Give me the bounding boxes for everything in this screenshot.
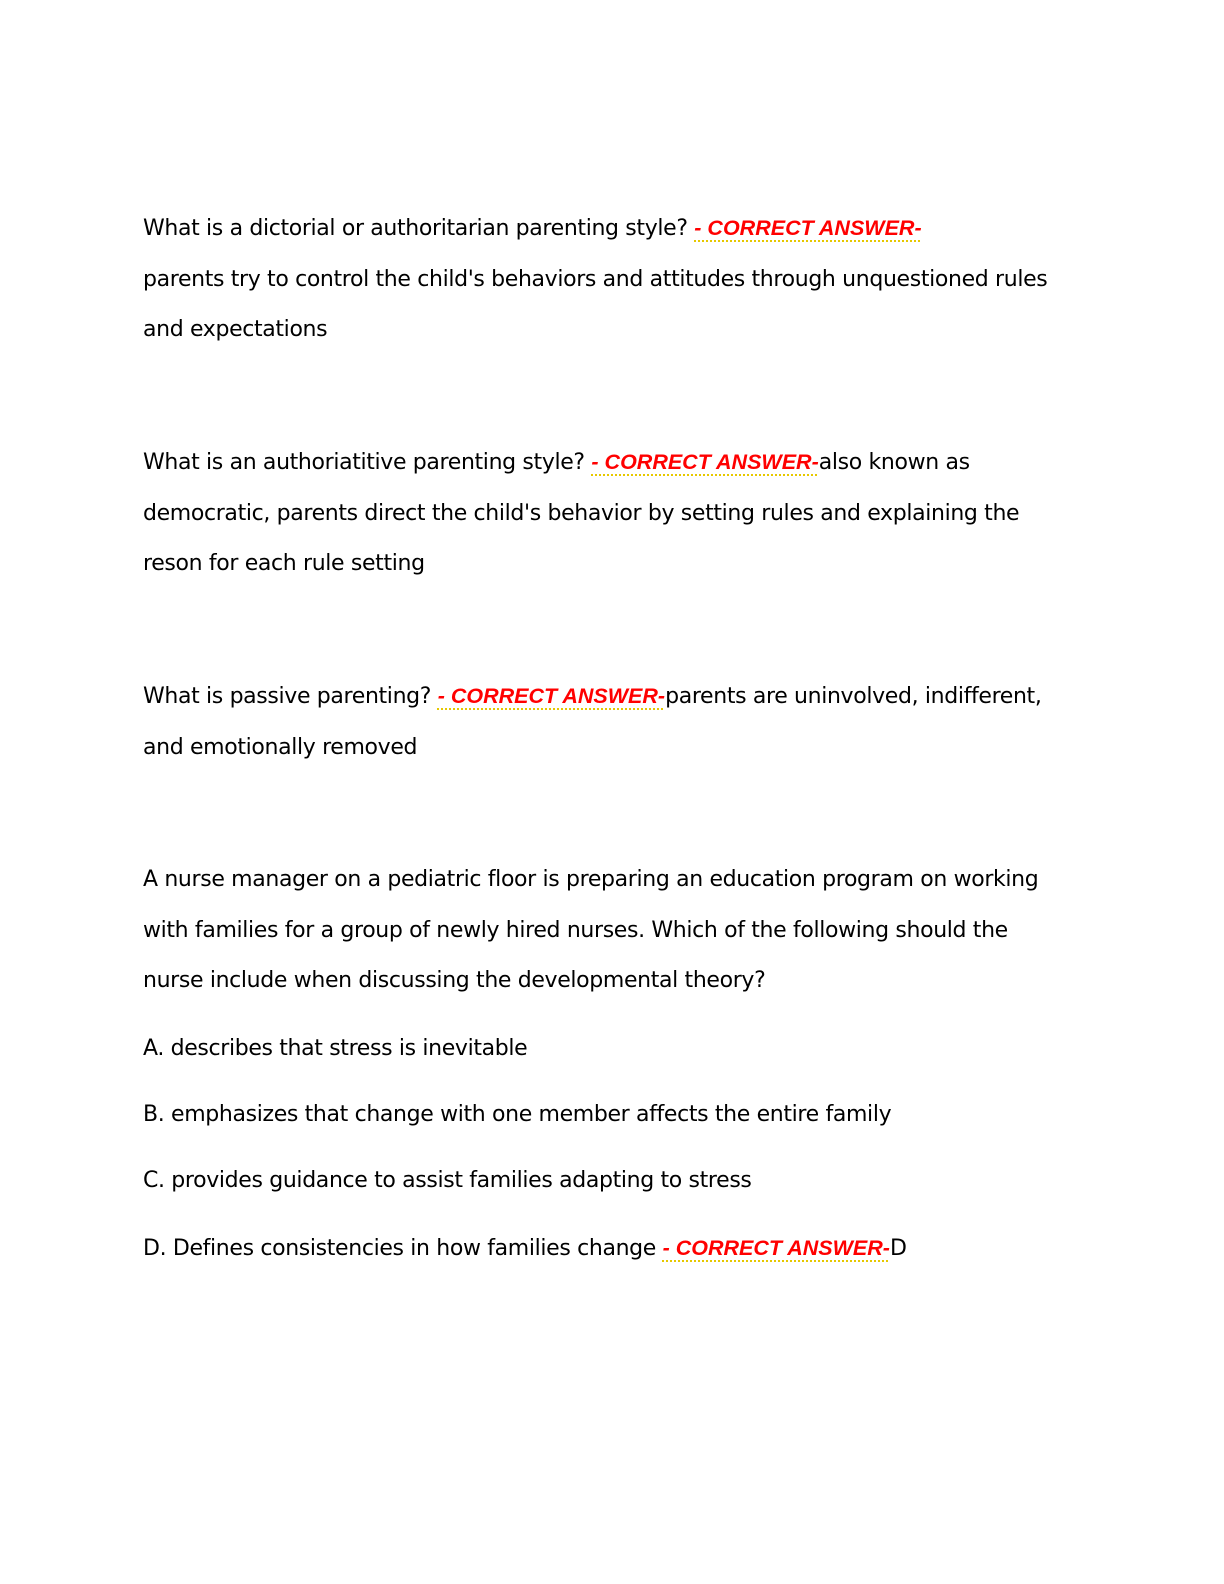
option-text: D. Defines consistencies in how families change [143,1236,663,1261]
mcq-stem: A nurse manager on a pediatric floor is preparing an education program on working with families for a group of newly hired nurses. Which of the following should the nurse include when discussing the developmental theory? [143,867,1039,993]
correct-answer-marker: - CORRECT ANSWER- [591,450,819,474]
question-text: What is passive parenting? [143,684,438,709]
answer-text: also known as democratic, parents direct the child's behavior by setting rules and explaining the reson for each rule setting [143,450,1020,576]
mcq-option-d [143,1233,1073,1264]
answer-text: D [889,1236,907,1261]
mcq-option-c: C. provides guidance to assist families adapting to stress [143,1168,752,1193]
correct-answer-marker: - CORRECT ANSWER- [662,1236,890,1260]
answer-text: parents are uninvolved, indifferent, and emotionally removed [143,684,1042,760]
qa-item-3 [143,671,1073,773]
mcq-option-a: A. describes that stress is inevitable [143,1036,528,1061]
correct-answer-marker: - CORRECT ANSWER- [437,684,666,708]
question-text: What is a dictorial or authoritarian parenting style? [143,216,695,241]
qa-item-1 [143,203,1073,356]
mcq-option-b: B. emphasizes that change with one member affects the entire family [143,1102,892,1127]
question-text: What is an authoriatitive parenting style? [143,450,592,475]
answer-text: parents try to control the child's behaviors and attitudes through unquestioned rules and expectations [143,266,1048,342]
qa-item-2 [143,437,1073,590]
correct-answer-marker: - CORRECT ANSWER- [694,216,922,240]
